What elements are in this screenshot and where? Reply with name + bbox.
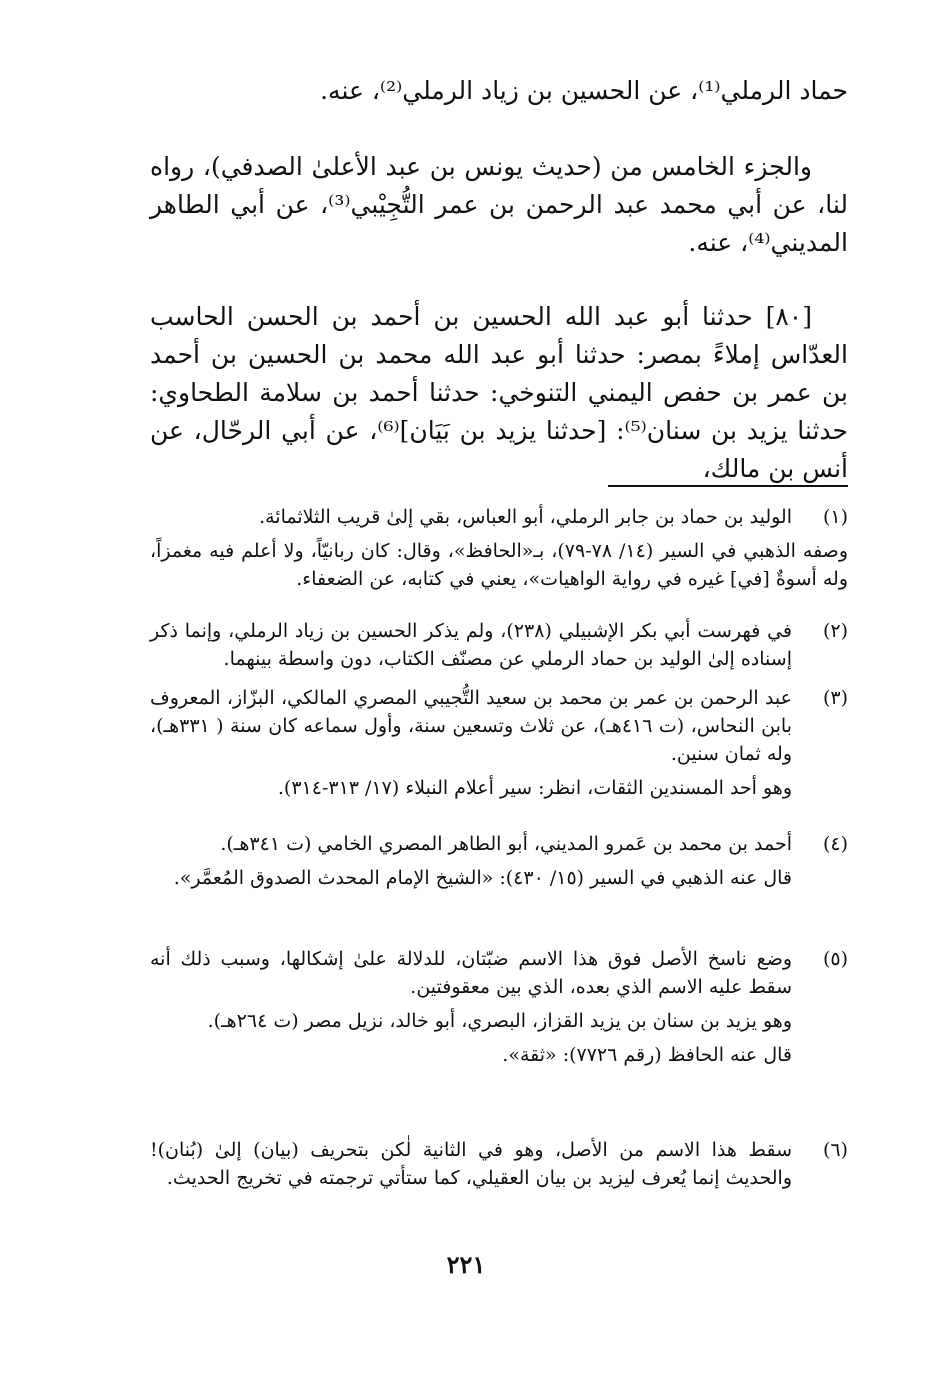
footnote-number: (٢) <box>822 620 848 642</box>
footnote-1 <box>150 503 848 593</box>
footnote-2 <box>150 617 848 673</box>
page-number: ٢٢١ <box>446 1250 486 1279</box>
footnote-6 <box>150 1136 848 1192</box>
footnote-continuation: قال عنه الحافظ (رقم ٧٧٢٦): «ثقة». <box>502 1044 792 1066</box>
main-paragraph-1: حماد الرملي⁽¹⁾، عن الحسين بن زياد الرملي⁽²⁾، عنه. <box>320 76 848 105</box>
footnote-text: عبد الرحمن بن عمر بن محمد بن سعيد التُّجيبي المصري المالكي، البزّاز، المعروف بابن النحاس، (ت ٤١٦هـ)، عن ثلاث وتسعين سنة، وأول سماعه كان سنة ( ٣٣١هـ)، وله ثمان سنين. <box>150 687 792 765</box>
footnote-3 <box>150 684 848 802</box>
footnote-5 <box>150 945 848 1069</box>
footnote-number: (٣) <box>822 687 848 709</box>
footnote-text: أحمد بن محمد بن عَمرو المديني، أبو الطاهر المصري الخامي (ت ٣٤١هـ). <box>220 833 792 855</box>
main-paragraph-3: [٨٠] حدثنا أبو عبد الله الحسين بن أحمد بن الحسن الحاسب العدّاس إملاءً بمصر: حدثنا أبو عبد الله محمد بن الحسين بن أحمد بن عمر بن حفص اليمني التنوخي: حدثنا أحمد بن سلامة الطحاوي: حدثنا يزيد بن سنان⁽⁵⁾: [حدثنا يزيد بن بَيَان]⁽⁶⁾، عن أبي الرحّال، عن أنس بن مالك، <box>150 302 849 483</box>
footnote-text: في فهرست أبي بكر الإشبيلي (٢٣٨)، ولم يذكر الحسين بن زياد الرملي، وإنما ذكر إسناده إلىٰ الوليد بن حماد الرملي عن مصنّف الكتاب، دون واسطة بينهما. <box>150 620 793 670</box>
footnote-continuation: وصفه الذهبي في السير (١٤/ ٧٨-٧٩)، بـ«الحافظ»، وقال: كان ربانيّاً، ولا أعلم فيه مغمزاً، وله أسوةٌ [في] غيره في رواية الواهيات»، يعني في كتابه، عن الضعفاء. <box>150 540 848 590</box>
footnote-continuation: قال عنه الذهبي في السير (١٥/ ٤٣٠): «الشيخ الإمام المحدث الصدوق المُعمَّر». <box>173 867 792 889</box>
main-paragraph-2: والجزء الخامس من (حديث يونس بن عبد الأعلىٰ الصدفي)، رواه لنا، عن أبي محمد عبد الرحمن بن عمر التُّجِيْبي⁽³⁾، عن أبي الطاهر المديني⁽⁴⁾، عنه. <box>150 152 849 257</box>
footnote-text: سقط هذا الاسم من الأصل، وهو في الثانية لٰكن بتحريف (بيان) إلىٰ (بُنان)! والحديث إنما يُعرف ليزيد بن بيان العقيلي، كما ستأتي ترجمته في تخريج الحديث. <box>150 1139 792 1189</box>
footnote-text: وضع ناسخ الأصل فوق هذا الاسم ضبّتان، للدلالة علىٰ إشكالها، وسبب ذلك أنه سقط عليه الاسم الذي بعده، الذي بين معقوفتين. <box>150 948 792 998</box>
footnote-number: (٦) <box>822 1139 848 1161</box>
footnote-number: (١) <box>822 506 848 528</box>
footnote-text: الوليد بن حماد بن جابر الرملي، أبو العباس، بقي إلىٰ قريب الثلاثمائة. <box>259 506 792 528</box>
footnote-separator <box>608 485 848 487</box>
footnote-number: (٥) <box>822 948 848 970</box>
footnote-number: (٤) <box>822 833 848 855</box>
footnote-continuation: وهو أحد المسندين الثقات، انظر: سير أعلام النبلاء (١٧/ ٣١٣-٣١٤). <box>277 777 792 799</box>
footnote-continuation: وهو يزيد بن سنان بن يزيد القزاز، البصري، أبو خالد، نزيل مصر (ت ٢٦٤هـ). <box>207 1010 792 1032</box>
footnote-4 <box>150 830 848 892</box>
